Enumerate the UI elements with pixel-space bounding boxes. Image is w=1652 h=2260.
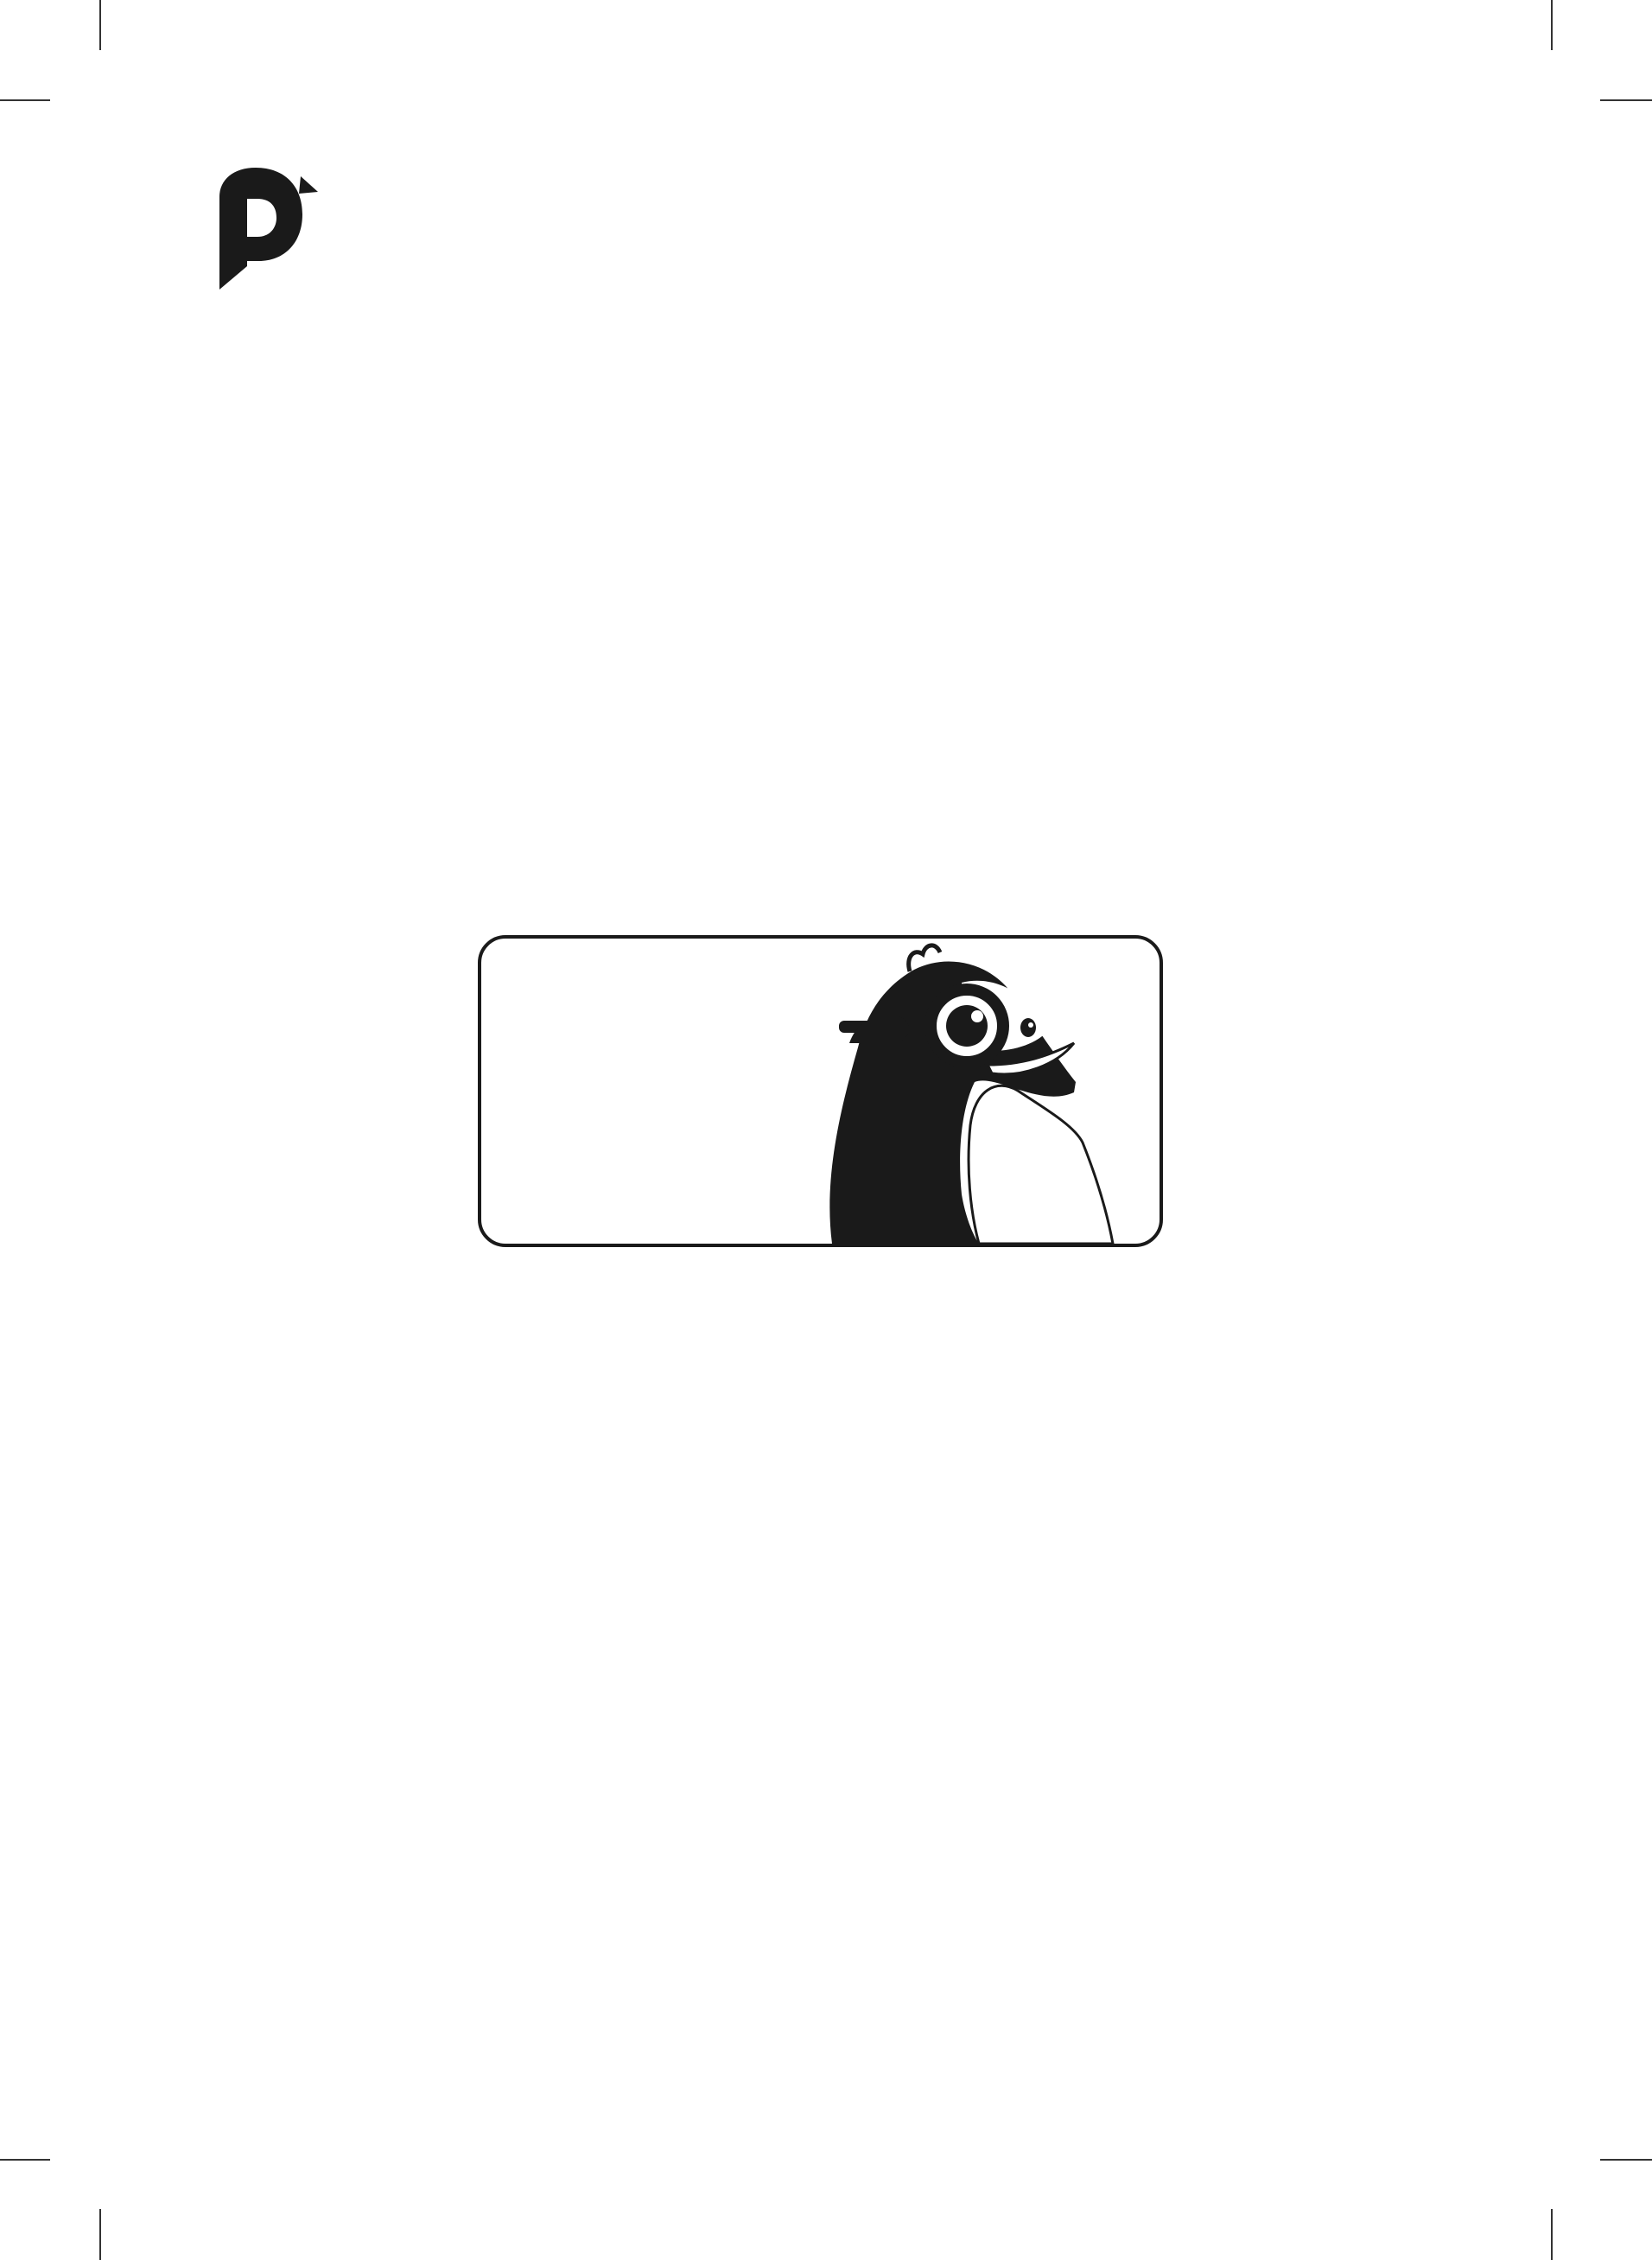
crop-mark (0, 99, 50, 101)
penguin-illustration (478, 935, 1163, 1247)
crop-mark (99, 0, 101, 50)
crop-mark (1551, 0, 1553, 50)
crop-mark (0, 2159, 50, 2161)
crop-mark (1600, 2159, 1652, 2161)
crop-mark (99, 2209, 101, 2260)
crop-mark (1551, 2209, 1553, 2260)
brand-logo (216, 164, 320, 294)
penguin-small-eye (1020, 1018, 1036, 1037)
crop-mark (1600, 99, 1652, 101)
